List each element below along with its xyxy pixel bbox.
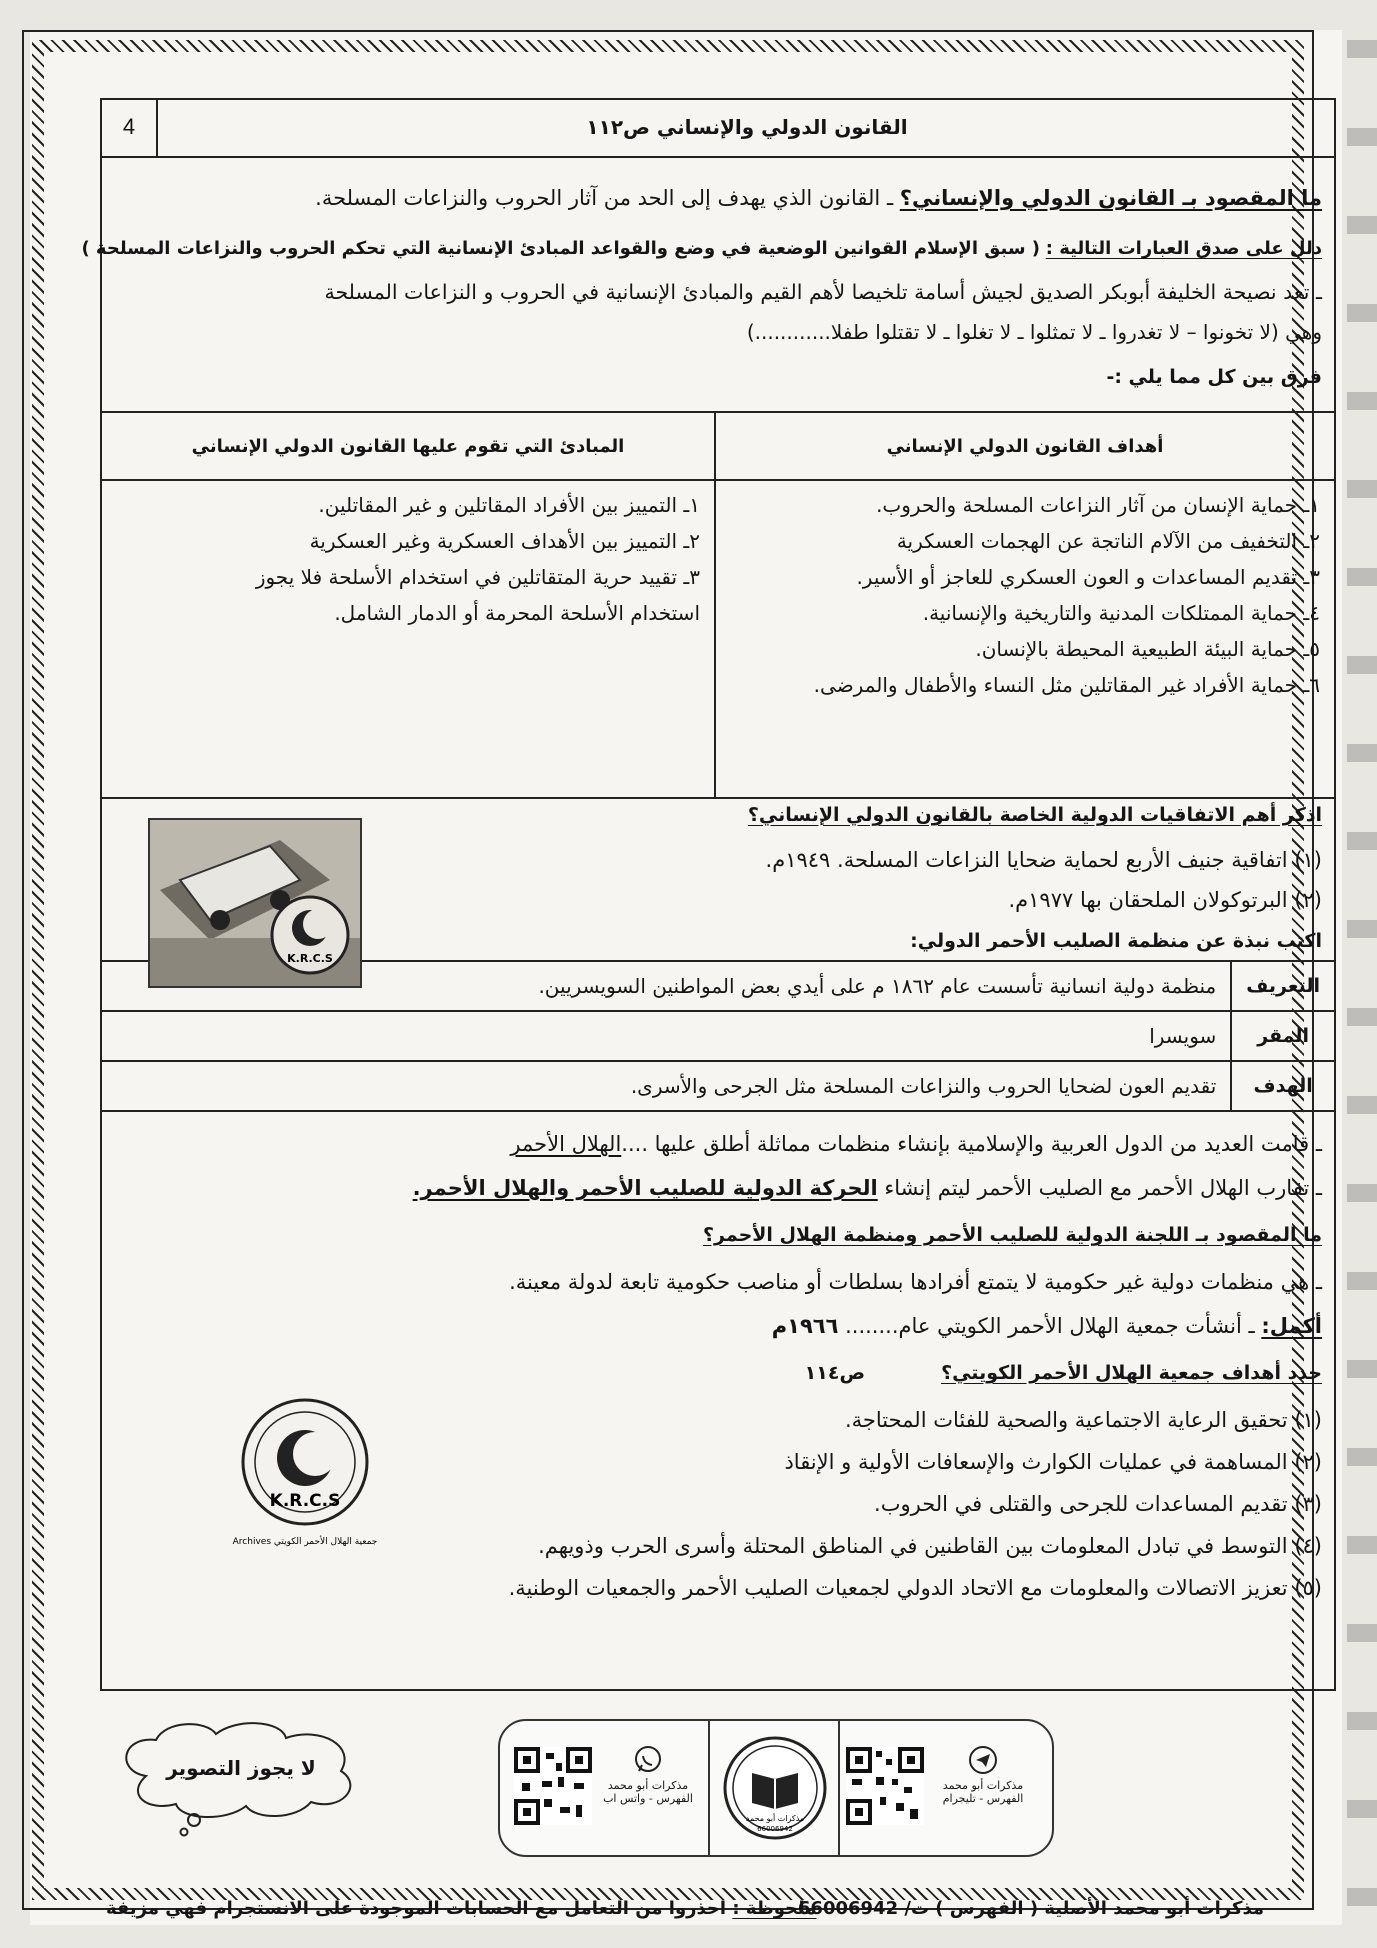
list-item: ١ـ التمييز بين الأفراد المقاتلين و غير المقاتلين. [318,493,700,517]
fact-1-text: ـ قامت العديد من الدول العربية والإسلامية بإنشاء منظمات مماثلة أطلق عليها .... [621,1132,1322,1156]
seal-text: مذكرات أبو محمد [745,1814,805,1823]
row-value: تقديم العون لضحايا الحروب والنزاعات المسلحة مثل الجرحى والأسرى. [101,1061,1231,1111]
binder-holes [1347,0,1377,1948]
q1-answer: ـ القانون الذي يهدف إلى الحد من آثار الحروب والنزاعات المسلحة. [315,186,894,210]
col1-header: أهداف القانون الدولي الإنساني [715,412,1335,480]
q7-label: أكمل: [1261,1314,1322,1338]
no-photo-bubble [106,1716,366,1838]
q6-answer: ـ هي منظمات دولية غير حكومية لا يتمتع أفرادها بسلطات أو مناصب حكومية تابعة لدولة معينة. [509,1270,1322,1294]
page-title: القانون الدولي والإنساني ص١١٢ [586,115,908,139]
q3-prompt: فرق بين كل مما يلي :- [1106,366,1322,388]
fact-2-text: ـ تقارب الهلال الأحمر مع الصليب الأحمر ليتم إنشاء [884,1176,1322,1200]
q8-item: (٣) تقديم المساعدات للجرحى والقتلى في الحروب. [874,1492,1322,1516]
col1-cell [715,480,1335,798]
whatsapp-section[interactable] [500,1721,708,1855]
q2-prompt: دلل على صدق العبارات التالية : [1045,238,1322,259]
logo-text: K.R.C.S [269,1491,341,1511]
q7-text: ـ أنشأت جمعية الهلال الأحمر الكويتي عام........ [845,1314,1255,1338]
row-key: التعريف [1231,961,1335,1011]
q6-question: ما المقصود بـ اللجنة الدولية للصليب الأحمر ومنظمة الهلال الأحمر؟ [702,1224,1322,1246]
list-item: ٣ـ تقييد حرية المتقاتلين في استخدام الأسلحة فلا يجوز [255,565,700,589]
whatsapp-line1: مذكرات أبو محمد [607,1779,689,1792]
table-row [101,1011,1335,1061]
q8-item: (١) تحقيق الرعاية الاجتماعية والصحية للفئات المحتاجة. [844,1408,1322,1432]
footer-note [106,1898,816,1919]
row-key: الهدف [1231,1061,1335,1111]
fact-1 [510,1132,1322,1157]
row-value: سويسرا [101,1011,1231,1061]
list-item: ١ـ حماية الإنسان من آثار النزاعات المسلحة والحروب. [876,493,1320,517]
seal-section [708,1721,840,1855]
ambulance-image [150,820,360,986]
q4-item: (٢) البرتوكولان الملحقان بها ١٩٧٧م. [1008,888,1322,912]
whatsapp-line2: الفهرس - واتس اب [603,1792,693,1805]
q8-item: (٢) المساهمة في عمليات الكوارث والإسعافات الأولية و الإنقاذ [784,1450,1322,1474]
photo-text: K.R.C.S [287,952,333,965]
q8-question: حدد أهداف جمعية الهلال الأحمر الكويتي؟ [941,1362,1322,1384]
q2-statement: ( سبق الإسلام القوانين الوضعية في وضع والقواعد المبادئ الإنسانية التي تحكم الحروب والنزاعات المسلحة ) [81,238,1041,259]
list-item: ٤ـ حماية الممتلكات المدنية والتاريخية والإنسانية. [922,601,1320,625]
q2-line1: ـ تعد نصيحة الخليفة أبوبكر الصديق لجيش أسامة تلخيصا لأهم القيم والمبادئ الإنسانية في الحروب و النزاعات المسلحة [324,280,1322,304]
list-item: استخدام الأسلحة المحرمة أو الدمار الشامل. [334,601,700,625]
krcs-logo [223,1396,388,1551]
q4-question: اذكر أهم الاتفاقيات الدولية الخاصة بالقانون الدولي الإنساني؟ [747,804,1322,826]
ambulance-photo [148,818,362,988]
footer-brand: مذكرات أبو محمد الأصلية ( الفهرس ) ت/ 66006942 [797,1898,1264,1919]
fact-2 [413,1176,1322,1201]
q8-item: (٤) التوسط في تبادل المعلومات بين القاطنين في المناطق المحتلة وأسرى الحرب وذويهم. [538,1534,1322,1558]
table-row [101,1061,1335,1111]
list-item: ٢ـ التمييز بين الأهداف العسكرية وغير العسكرية [309,529,700,553]
whatsapp-qr-icon [514,1747,592,1825]
col2-cell [101,480,715,798]
telegram-line2: الفهرس - تليجرام [942,1792,1024,1805]
q2-heading [81,238,1322,260]
q1-question: ما المقصود بـ القانون الدولي والإنساني؟ [899,186,1322,210]
q2-line2: وهي (لا تخونوا – لا تغدروا ـ لا تمثلوا ـ لا تغلوا ـ لا تقتلوا طفلا............) [746,320,1322,344]
q5-question: اكتب نبذة عن منظمة الصليب الأحمر الدولي: [910,930,1322,952]
seal-number: 66006942 [757,1825,793,1833]
telegram-qr-icon [846,1747,924,1825]
crescent-icon [223,1396,388,1551]
page [58,58,1322,1919]
footer-note-label: ملحوظة : [732,1898,817,1919]
book-seal-icon [710,1721,840,1855]
telegram-info [928,1745,1038,1805]
logo-caption: جمعية الهلال الأحمر الكويتي Archives [232,1537,378,1547]
page-number: 4 [100,98,158,156]
col2-header: المبادئ التي تقوم عليها القانون الدولي الإنساني [101,412,715,480]
whatsapp-info [598,1745,698,1805]
telegram-icon [968,1745,998,1775]
list-item: ٥ـ حماية البيئة الطبيعية المحيطة بالإنسان. [975,637,1320,661]
q4-item: (١) اتفاقية جنيف الأربع لحماية ضحايا النزاعات المسلحة. ١٩٤٩م. [765,848,1322,872]
bubble-text: لا يجوز التصوير [166,1756,316,1780]
row-key: المقر [1231,1011,1335,1061]
q1 [315,186,1322,211]
q8-heading [805,1362,1322,1385]
q8-page-ref: ص١١٤ [804,1362,866,1384]
fact-2-answer: الحركة الدولية للصليب الأحمر والهلال الأحمر. [412,1176,878,1200]
fact-1-answer: الهلال الأحمر [510,1132,622,1156]
comparison-table [100,411,1336,799]
footer-note-text: احذروا من التعامل مع الحسابات الموجودة على الانستجرام فهي مزيفة [106,1898,727,1919]
q7 [772,1314,1322,1339]
whatsapp-icon [633,1745,663,1775]
q8-item: (٥) تعزيز الاتصالات والمعلومات مع الاتحاد الدولي لجمعيات الصليب الأحمر والجمعيات الوطنية. [508,1576,1322,1600]
list-item: ٦ـ حماية الأفراد غير المقاتلين مثل النساء والأطفال والمرضى. [813,673,1320,697]
q7-answer: ١٩٦٦م [771,1314,839,1338]
list-item: ٢ـ التخفيف من الآلام الناتجة عن الهجمات العسكرية [896,529,1320,553]
telegram-line1: مذكرات أبو محمد [942,1779,1024,1792]
telegram-section[interactable] [838,1721,1052,1855]
row-value: منظمة دولية انسانية تأسست عام ١٨٦٢ م على أيدي بعض المواطنين السويسريين. [101,961,1231,1011]
list-item: ٣ـ تقديم المساعدات و العون العسكري للعاجز أو الأسير. [856,565,1320,589]
contact-bar [498,1719,1054,1857]
